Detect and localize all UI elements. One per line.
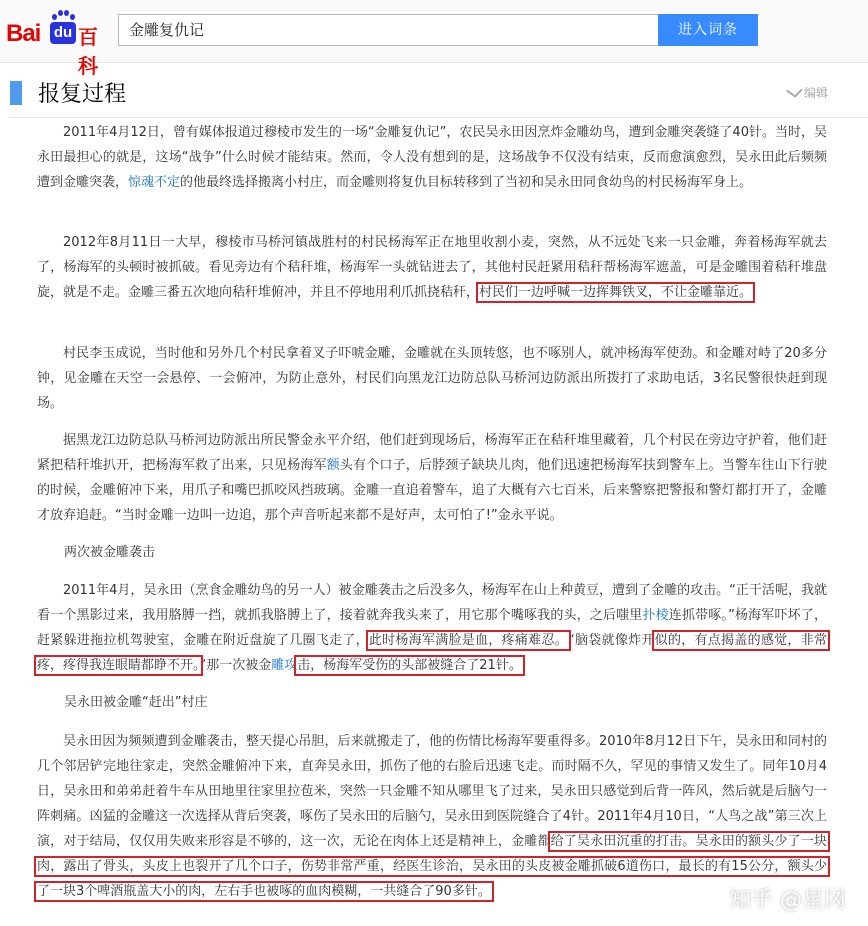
article-content bbox=[0, 63, 868, 926]
paragraph-4 bbox=[37, 428, 827, 528]
zhihu-watermark: 知乎 @星冈 bbox=[729, 888, 846, 913]
highlight-box: 此时杨海军满脸是血，疼痛难忍。 bbox=[368, 633, 568, 648]
subheading-1: 两次被金雕袭击 bbox=[64, 545, 156, 560]
subheading-2: 吴永田被金雕“赶出”村庄 bbox=[64, 695, 208, 710]
section-title: 报复过程 bbox=[38, 82, 127, 107]
enter-entry-button[interactable]: 进入词条 bbox=[658, 14, 758, 46]
paragraph-text: ”那一次被金 bbox=[199, 658, 272, 673]
paragraph-1 bbox=[37, 120, 827, 195]
link-puleng[interactable]: 扑棱 bbox=[642, 608, 669, 623]
section-title-marker bbox=[10, 81, 22, 105]
paw-icon bbox=[50, 10, 76, 22]
pencil-icon bbox=[786, 83, 803, 97]
paragraph-text: 2011年4月，吴永田（烹食金雕幼鸟的另一人）被金雕袭击之后没多久，杨海军在山上种黄豆，遭到了金雕的攻击。“正干活呢，我就看一个黑影过来，我用胳膊一挡，就抓我胳膊上了，接着就奔我头来了，用它那个嘴啄我的头，之后嗤里 bbox=[37, 583, 827, 623]
paragraph-3: 村民李玉成说，当时他和另外几个村民拿着叉子吓唬金雕，金雕就在头顶转悠，也不啄别人，就冲杨海军使劲。和金雕对峙了20多分钟，见金雕在天空一会悬停、一会俯冲，为防止意外，村民们向黑龙江边防总队马桥河边防派出所拨打了求助电话，3名民警很快赶到现场。 bbox=[37, 346, 827, 411]
paragraph-text: 2011年4月12日，曾有媒体报道过穆棱市发生的一场“金雕复仇记”，农民吴永田因烹炸金雕幼鸟，遭到金雕突袭缝了40针。当时，吴永田最担心的就是，这场“战争”什么时候才能结束。然而，令人没有想到的是，这场战争不仅没有结束，反而愈演愈烈，吴永田此后频频遭到金雕突袭， bbox=[37, 125, 827, 190]
paragraph-text: 连抓带啄。”杨海军吓坏了，赶紧躲进拖拉机驾驶室，金雕在附近盘旋了几圈飞走了， bbox=[37, 608, 827, 648]
highlight-box: 似的，有点揭盖的感觉，非常疼，疼得我连眼睛都睁不开。 bbox=[37, 633, 827, 673]
logo-du: du bbox=[50, 22, 76, 44]
link-e[interactable]: 额 bbox=[326, 458, 340, 473]
paragraph-5 bbox=[37, 578, 827, 678]
highlight-box: 村民们一边呼喊一边挥舞铁叉，不让金雕靠近。 bbox=[479, 285, 753, 300]
paragraph-text: 据黑龙江边防总队马桥河边防派出所民警金永平介绍，他们赶到现场后，杨海军正在秸秆堆里藏着，几个村民在旁边守护着，他们赶紧把秸秆堆扒开，把杨海军救了出来，只见杨海军 bbox=[37, 433, 827, 473]
paragraph-text: 头有个口子，后脖颈子缺块儿肉，他们迅速把杨海军扶到警车上。当警车往山下行驶的时候，金雕俯冲下来，用爪子和嘴巴抓咬风挡玻璃。金雕一直追着警车，追了大概有六七百米，后来警察把警报和警灯都打开了，金雕才放弃追赶。“当时金雕一边叫一边追，那个声音听起来都不是好声，太可怕了!”金永平说。 bbox=[37, 458, 827, 523]
paragraph-6 bbox=[37, 729, 827, 904]
link-jinghunbuding[interactable]: 惊魂不定 bbox=[128, 175, 181, 190]
top-bar bbox=[0, 0, 868, 78]
edit-label: 编辑 bbox=[803, 86, 828, 100]
baidu-baike-logo[interactable] bbox=[6, 10, 110, 78]
paragraph-text: 的他最终选择搬离小村庄，而金雕则将复仇目标转移到了当初和吴永田同食幼鸟的村民杨海军身上。 bbox=[180, 175, 753, 190]
logo-baike: 百科 bbox=[78, 25, 98, 78]
paragraph-text: 2012年8月11日一大早，穆棱市马桥河镇战胜村的村民杨海军正在地里收割小麦，突然，从不远处飞来一只金雕，奔着杨海军就去了，杨海军的头顿时被抓破。看见旁边有个秸秆堆，杨海军一头就钻进去了，其他村民赶紧用秸秆帮杨海军遮盖，可是金雕围着秸秆堆盘旋，就是不走。金雕三番五次地向秸秆堆俯冲，并且不停地用利爪抓挠秸秆， bbox=[37, 235, 827, 300]
link-diaogong[interactable]: 雕攻 bbox=[271, 658, 298, 673]
highlight-box: 给了吴永田沉重的打击。吴永田的额头少了一块肉，露出了骨头，头皮上也裂开了几个口子，伤势非常严重，经医生诊治，吴永田的头皮被金雕抓破6道伤口，最长的有15公分，额头少了一块3个啤酒瓶盖大小的肉，左右手也被啄的血肉模糊，一共缝合了90多针。 bbox=[37, 834, 827, 899]
highlight-box: 击，杨海军受伤的头部被缝合了21针。 bbox=[297, 658, 522, 673]
edit-button[interactable] bbox=[789, 84, 828, 101]
logo-bai: Bai bbox=[6, 20, 41, 47]
title-divider bbox=[10, 117, 868, 118]
paragraph-text: “脑袋就像炸开 bbox=[568, 633, 655, 648]
paragraph-text: 吴永田因为频频遭到金雕袭击，整天提心吊胆，后来就搬走了，他的伤情比杨海军要重得多。2010年8月12日下午，吴永田和同村的几个邻居铲完地往家走，突然金雕俯冲下来，直奔吴永田，抓伤了他的右脸后迅速飞走。而时隔不久，罕见的事情又发生了。同年10月4日，吴永田和弟弟赶着牛车从田地里往家里拉苞米，突然一只金雕不知从哪里飞了过来，吴永田只感觉到后背一阵风，然后就是后脑勺一阵刺痛。凶猛的金雕这一次选择从背后突袭，啄伤了吴永田的后脑勺，吴永田到医院缝合了4针。2011年4月10日，“人鸟之战”第三次上演，对于结局，仅仅用失败来形容是不够的，这一次，无论在肉体上还是精神上，金雕都 bbox=[37, 734, 827, 849]
paragraph-2 bbox=[37, 230, 827, 305]
search-input[interactable]: 金雕复仇记 bbox=[118, 14, 658, 46]
